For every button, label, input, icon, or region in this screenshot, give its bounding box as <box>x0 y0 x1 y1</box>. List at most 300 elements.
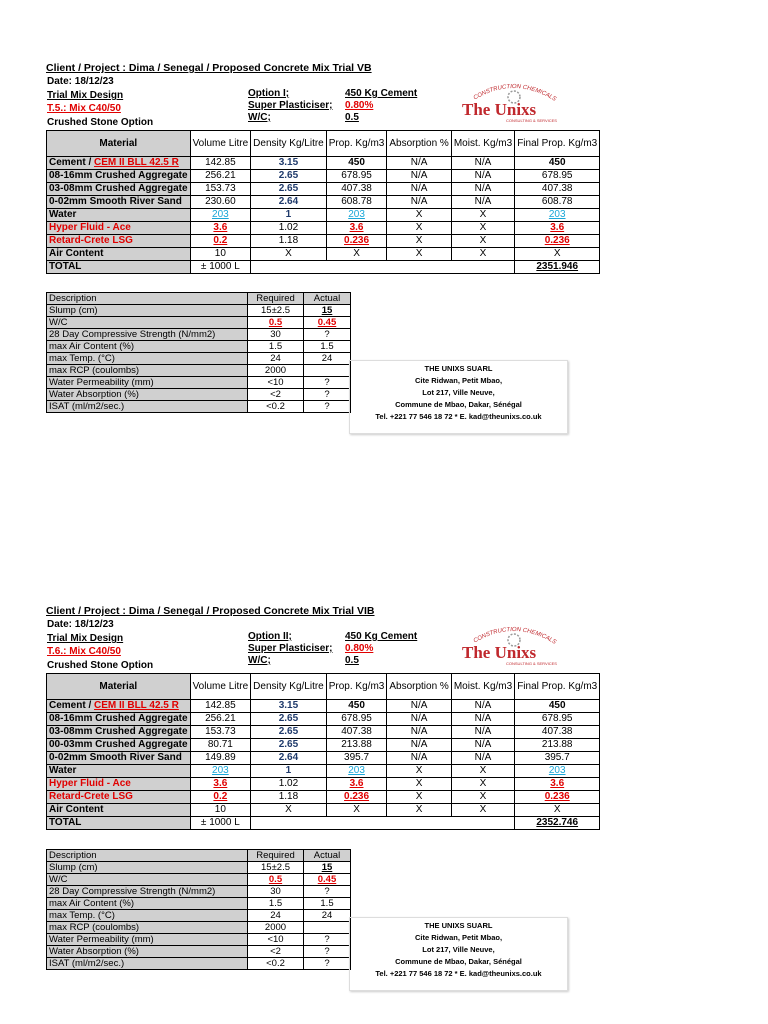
svg-text:The Unixs: The Unixs <box>462 100 537 119</box>
column-header: Density Kg/Litre <box>251 131 327 157</box>
address-line: Commune de Mbao, Dakar, Sénégal <box>395 957 522 966</box>
material-name: Water <box>47 765 191 778</box>
requirements-column-header: Required <box>248 850 304 862</box>
requirement-description: Water Permeability (mm) <box>47 377 248 389</box>
total-volume: ± 1000 L <box>190 261 251 274</box>
material-name: Retard-Crete LSG <box>47 791 191 804</box>
column-header: Final Prop. Kg/m3 <box>515 131 600 157</box>
address-line: Tel. +221 77 546 18 72 * E. kad@theunixs.co.uk <box>375 969 542 978</box>
requirement-required: 30 <box>248 886 304 898</box>
requirement-row <box>47 898 351 910</box>
address-line: Lot 217, Ville Neuve, <box>422 945 495 954</box>
absorption-cell: N/A <box>387 713 451 726</box>
density-cell: 1 <box>251 765 327 778</box>
company-address-box <box>349 917 568 991</box>
final-prop-cell: 678.95 <box>515 713 600 726</box>
absorption-cell: N/A <box>387 157 451 170</box>
material-row <box>47 700 600 713</box>
requirement-description: Water Permeability (mm) <box>47 934 248 946</box>
volume-cell: 142.85 <box>190 157 251 170</box>
material-name <box>47 700 191 713</box>
total-label: TOTAL <box>47 261 191 274</box>
requirement-required: <2 <box>248 946 304 958</box>
column-header: Prop. Kg/m3 <box>326 131 387 157</box>
moist-cell: N/A <box>451 700 514 713</box>
volume-cell: 203 <box>190 209 251 222</box>
prop-cell: 3.6 <box>326 222 387 235</box>
total-gap <box>251 261 515 274</box>
moist-cell: N/A <box>451 157 514 170</box>
requirement-required: 0.5 <box>248 874 304 886</box>
final-prop-cell: 407.38 <box>515 726 600 739</box>
column-header: Moist. Kg/m3 <box>451 131 514 157</box>
requirement-actual: ? <box>304 389 351 401</box>
requirement-required: 0.5 <box>248 317 304 329</box>
volume-cell: 256.21 <box>190 713 251 726</box>
column-header: Absorption % <box>387 674 451 700</box>
requirement-row <box>47 862 351 874</box>
requirements-column-header: Description <box>47 850 248 862</box>
requirement-row <box>47 353 351 365</box>
address-line: THE UNIXS SUARL <box>424 921 493 930</box>
mix-class-label: T.5.: Mix C40/50 <box>47 103 121 114</box>
address-line: Cite Ridwan, Petit Mbao, <box>414 376 503 385</box>
requirement-actual: 15 <box>304 862 351 874</box>
requirement-actual: ? <box>304 377 351 389</box>
absorption-cell: N/A <box>387 726 451 739</box>
volume-cell: 230.60 <box>190 196 251 209</box>
moist-cell: N/A <box>451 170 514 183</box>
requirement-required: 30 <box>248 329 304 341</box>
requirements-column-header: Description <box>47 293 248 305</box>
unixs-logo <box>458 618 568 672</box>
requirements-header-row <box>47 850 351 862</box>
moist-cell: X <box>451 222 514 235</box>
requirement-actual: 15 <box>304 305 351 317</box>
final-prop-cell: 450 <box>515 700 600 713</box>
moist-cell: N/A <box>451 752 514 765</box>
requirement-description: max RCP (coulombs) <box>47 365 248 377</box>
option-label: Super Plasticiser; <box>248 643 333 654</box>
requirement-required: 2000 <box>248 922 304 934</box>
final-prop-cell: 0.236 <box>515 235 600 248</box>
final-prop-cell: 678.95 <box>515 170 600 183</box>
option-value: 450 Kg Cement <box>345 88 418 99</box>
requirement-row <box>47 341 351 353</box>
moist-cell: N/A <box>451 713 514 726</box>
absorption-cell: N/A <box>387 752 451 765</box>
requirement-required: 1.5 <box>248 898 304 910</box>
material-name: 08-16mm Crushed Aggregate <box>47 713 191 726</box>
requirements-table <box>46 849 351 970</box>
requirement-actual: ? <box>304 958 351 970</box>
column-header: Material <box>47 131 191 157</box>
material-row <box>47 222 600 235</box>
absorption-cell: X <box>387 791 451 804</box>
requirements-column-header: Actual <box>304 293 351 305</box>
option-value: 0.80% <box>345 643 374 654</box>
density-cell: 1.02 <box>251 778 327 791</box>
volume-cell: 80.71 <box>190 739 251 752</box>
date-label: Date: 18/12/23 <box>47 76 114 87</box>
materials-header-row <box>47 131 600 157</box>
volume-cell: 153.73 <box>190 726 251 739</box>
prop-cell: 203 <box>326 765 387 778</box>
density-cell: 2.64 <box>251 196 327 209</box>
trial-mix-label: Trial Mix Design <box>47 633 124 644</box>
requirement-actual: 1.5 <box>304 898 351 910</box>
volume-cell: 0.2 <box>190 235 251 248</box>
material-row <box>47 248 600 261</box>
requirement-description: ISAT (ml/m2/sec.) <box>47 401 248 413</box>
moist-cell: X <box>451 765 514 778</box>
requirement-row <box>47 922 351 934</box>
requirement-required: 1.5 <box>248 341 304 353</box>
absorption-cell: N/A <box>387 196 451 209</box>
requirement-required: <2 <box>248 389 304 401</box>
final-prop-cell: 213.88 <box>515 739 600 752</box>
option-value: 450 Kg Cement <box>345 631 418 642</box>
density-cell: 2.65 <box>251 170 327 183</box>
absorption-cell: N/A <box>387 170 451 183</box>
option-value: 0.80% <box>345 100 374 111</box>
requirements-column-header: Required <box>248 293 304 305</box>
requirement-description: 28 Day Compressive Strength (N/mm2) <box>47 886 248 898</box>
requirement-actual: ? <box>304 329 351 341</box>
requirement-required: <0.2 <box>248 958 304 970</box>
material-name <box>47 157 191 170</box>
requirements-column-header: Actual <box>304 850 351 862</box>
density-cell: 1.18 <box>251 791 327 804</box>
option-row <box>246 112 421 124</box>
moist-cell: N/A <box>451 183 514 196</box>
material-row <box>47 726 600 739</box>
materials-table <box>46 130 600 274</box>
prop-cell: 395.7 <box>326 752 387 765</box>
cement-type: CEM II BLL 42.5 R <box>94 700 179 711</box>
requirement-row <box>47 317 351 329</box>
prop-cell: X <box>326 248 387 261</box>
material-name: 00-03mm Crushed Aggregate <box>47 739 191 752</box>
final-prop-cell: 3.6 <box>515 222 600 235</box>
material-name: 0-02mm Smooth River Sand <box>47 752 191 765</box>
density-cell: 2.65 <box>251 183 327 196</box>
requirement-row <box>47 389 351 401</box>
mix-option-table <box>246 88 421 124</box>
prop-cell: 213.88 <box>326 739 387 752</box>
date-label: Date: 18/12/23 <box>47 619 114 630</box>
column-header: Final Prop. Kg/m3 <box>515 674 600 700</box>
final-prop-cell: 450 <box>515 157 600 170</box>
option-row <box>246 631 421 643</box>
absorption-cell: X <box>387 235 451 248</box>
company-address-box <box>349 360 568 434</box>
project-title: Client / Project : Dima / Senegal / Proposed Concrete Mix Trial VB <box>46 62 372 74</box>
volume-cell: 10 <box>190 248 251 261</box>
prop-cell: 407.38 <box>326 183 387 196</box>
total-final: 2351.946 <box>515 261 600 274</box>
requirement-actual: ? <box>304 886 351 898</box>
column-header: Volume Litre <box>190 131 251 157</box>
density-cell: X <box>251 804 327 817</box>
volume-cell: 3.6 <box>190 222 251 235</box>
sheet-header <box>46 618 566 672</box>
material-row <box>47 765 600 778</box>
requirement-description: Water Absorption (%) <box>47 946 248 958</box>
mix-option-table <box>246 631 421 667</box>
requirement-description: max Temp. (°C) <box>47 353 248 365</box>
prop-cell: 203 <box>326 209 387 222</box>
requirement-description: ISAT (ml/m2/sec.) <box>47 958 248 970</box>
mix-class-label: T.6.: Mix C40/50 <box>47 646 121 657</box>
material-row <box>47 713 600 726</box>
absorption-cell: X <box>387 778 451 791</box>
address-line: Cite Ridwan, Petit Mbao, <box>414 933 503 942</box>
moist-cell: N/A <box>451 739 514 752</box>
density-cell: 2.64 <box>251 752 327 765</box>
material-name: 08-16mm Crushed Aggregate <box>47 170 191 183</box>
moist-cell: X <box>451 778 514 791</box>
material-row <box>47 739 600 752</box>
requirement-required: <10 <box>248 377 304 389</box>
requirement-actual: 0.45 <box>304 874 351 886</box>
volume-cell: 149.89 <box>190 752 251 765</box>
stone-option-label: Crushed Stone Option <box>47 660 154 671</box>
materials-header-row <box>47 674 600 700</box>
absorption-cell: X <box>387 209 451 222</box>
requirement-row <box>47 401 351 413</box>
svg-text:CONSTRUCTION CHEMICALS: CONSTRUCTION CHEMICALS <box>472 83 558 103</box>
final-prop-cell: 0.236 <box>515 791 600 804</box>
density-cell: 3.15 <box>251 157 327 170</box>
material-row <box>47 183 600 196</box>
density-cell: 2.65 <box>251 713 327 726</box>
requirement-row <box>47 365 351 377</box>
option-label: Option I; <box>248 88 290 99</box>
final-prop-cell: 203 <box>515 765 600 778</box>
mix-trial-sheet <box>46 62 598 421</box>
column-header: Prop. Kg/m3 <box>326 674 387 700</box>
address-line: Lot 217, Ville Neuve, <box>422 388 495 397</box>
prop-cell: 678.95 <box>326 170 387 183</box>
density-cell: 1.02 <box>251 222 327 235</box>
volume-cell: 0.2 <box>190 791 251 804</box>
absorption-cell: N/A <box>387 739 451 752</box>
requirement-actual: 0.45 <box>304 317 351 329</box>
svg-text:CONSULTING & SERVICES: CONSULTING & SERVICES <box>506 661 557 666</box>
density-cell: 2.65 <box>251 739 327 752</box>
prop-cell: 678.95 <box>326 713 387 726</box>
prop-cell: 0.236 <box>326 791 387 804</box>
absorption-cell: X <box>387 765 451 778</box>
density-cell: 3.15 <box>251 700 327 713</box>
requirement-row <box>47 377 351 389</box>
requirement-row <box>47 874 351 886</box>
requirement-required: 15±2.5 <box>248 862 304 874</box>
density-cell: X <box>251 248 327 261</box>
requirement-row <box>47 329 351 341</box>
prop-cell: 407.38 <box>326 726 387 739</box>
final-prop-cell: 608.78 <box>515 196 600 209</box>
volume-cell: 10 <box>190 804 251 817</box>
material-row <box>47 170 600 183</box>
prop-cell: 608.78 <box>326 196 387 209</box>
column-header: Material <box>47 674 191 700</box>
requirement-actual: ? <box>304 934 351 946</box>
option-label: W/C; <box>248 112 271 123</box>
requirement-required: <10 <box>248 934 304 946</box>
total-row <box>47 261 600 274</box>
material-name: Water <box>47 209 191 222</box>
total-label: TOTAL <box>47 817 191 830</box>
requirements-header-row <box>47 293 351 305</box>
requirement-actual: 1.5 <box>304 341 351 353</box>
svg-text:CONSTRUCTION CHEMICALS: CONSTRUCTION CHEMICALS <box>472 626 558 646</box>
requirement-actual <box>304 365 351 377</box>
sheet-header <box>46 75 566 129</box>
mix-trial-sheet <box>46 605 598 978</box>
material-row <box>47 752 600 765</box>
material-label: Cement / <box>49 700 95 711</box>
option-row <box>246 655 421 667</box>
absorption-cell: X <box>387 248 451 261</box>
final-prop-cell: X <box>515 248 600 261</box>
requirement-row <box>47 946 351 958</box>
material-name: 03-08mm Crushed Aggregate <box>47 183 191 196</box>
moist-cell: X <box>451 209 514 222</box>
final-prop-cell: 203 <box>515 209 600 222</box>
address-line: THE UNIXS SUARL <box>424 364 493 373</box>
requirement-description: Slump (cm) <box>47 305 248 317</box>
requirement-actual: ? <box>304 401 351 413</box>
requirement-description: Slump (cm) <box>47 862 248 874</box>
unixs-logo <box>458 75 568 129</box>
material-row <box>47 778 600 791</box>
density-cell: 1 <box>251 209 327 222</box>
material-name: Hyper Fluid - Ace <box>47 222 191 235</box>
column-header: Volume Litre <box>190 674 251 700</box>
requirement-description: W/C <box>47 874 248 886</box>
option-label: Option II; <box>248 631 292 642</box>
material-name: Air Content <box>47 804 191 817</box>
material-name: Hyper Fluid - Ace <box>47 778 191 791</box>
column-header: Moist. Kg/m3 <box>451 674 514 700</box>
material-row <box>47 157 600 170</box>
absorption-cell: N/A <box>387 183 451 196</box>
stone-option-label: Crushed Stone Option <box>47 117 154 128</box>
absorption-cell: N/A <box>387 700 451 713</box>
column-header: Density Kg/Litre <box>251 674 327 700</box>
requirement-description: max Air Content (%) <box>47 898 248 910</box>
volume-cell: 3.6 <box>190 778 251 791</box>
address-line: Tel. +221 77 546 18 72 * E. kad@theunixs.co.uk <box>375 412 542 421</box>
prop-cell: 450 <box>326 157 387 170</box>
final-prop-cell: 395.7 <box>515 752 600 765</box>
moist-cell: X <box>451 248 514 261</box>
requirement-description: max Temp. (°C) <box>47 910 248 922</box>
moist-cell: X <box>451 791 514 804</box>
prop-cell: 0.236 <box>326 235 387 248</box>
volume-cell: 142.85 <box>190 700 251 713</box>
total-volume: ± 1000 L <box>190 817 251 830</box>
requirement-required: <0.2 <box>248 401 304 413</box>
total-final: 2352.746 <box>515 817 600 830</box>
final-prop-cell: 3.6 <box>515 778 600 791</box>
prop-cell: 450 <box>326 700 387 713</box>
moist-cell: N/A <box>451 196 514 209</box>
material-name: Retard-Crete LSG <box>47 235 191 248</box>
final-prop-cell: 407.38 <box>515 183 600 196</box>
volume-cell: 153.73 <box>190 183 251 196</box>
column-header: Absorption % <box>387 131 451 157</box>
project-title: Client / Project : Dima / Senegal / Proposed Concrete Mix Trial VIB <box>46 605 375 617</box>
material-row <box>47 804 600 817</box>
requirement-row <box>47 958 351 970</box>
requirements-table <box>46 292 351 413</box>
requirement-description: 28 Day Compressive Strength (N/mm2) <box>47 329 248 341</box>
requirement-row <box>47 886 351 898</box>
prop-cell: 3.6 <box>326 778 387 791</box>
moist-cell: X <box>451 804 514 817</box>
material-name: 0-02mm Smooth River Sand <box>47 196 191 209</box>
requirement-required: 24 <box>248 910 304 922</box>
density-cell: 1.18 <box>251 235 327 248</box>
material-row <box>47 791 600 804</box>
material-row <box>47 209 600 222</box>
absorption-cell: X <box>387 222 451 235</box>
svg-text:The Unixs: The Unixs <box>462 643 537 662</box>
material-name: 03-08mm Crushed Aggregate <box>47 726 191 739</box>
absorption-cell: X <box>387 804 451 817</box>
total-row <box>47 817 600 830</box>
option-value: 0.5 <box>345 112 359 123</box>
requirement-row <box>47 934 351 946</box>
requirement-description: max RCP (coulombs) <box>47 922 248 934</box>
option-value: 0.5 <box>345 655 359 666</box>
final-prop-cell: X <box>515 804 600 817</box>
prop-cell: X <box>326 804 387 817</box>
requirement-actual <box>304 922 351 934</box>
density-cell: 2.65 <box>251 726 327 739</box>
requirement-required: 2000 <box>248 365 304 377</box>
requirement-actual: 24 <box>304 353 351 365</box>
requirement-required: 15±2.5 <box>248 305 304 317</box>
trial-mix-label: Trial Mix Design <box>47 90 124 101</box>
requirement-actual: ? <box>304 946 351 958</box>
option-label: Super Plasticiser; <box>248 100 333 111</box>
option-row <box>246 100 421 112</box>
requirement-required: 24 <box>248 353 304 365</box>
volume-cell: 256.21 <box>190 170 251 183</box>
materials-table <box>46 673 600 830</box>
volume-cell: 203 <box>190 765 251 778</box>
requirement-description: W/C <box>47 317 248 329</box>
material-row <box>47 196 600 209</box>
requirement-row <box>47 910 351 922</box>
svg-text:CONSULTING & SERVICES: CONSULTING & SERVICES <box>506 118 557 123</box>
requirement-description: max Air Content (%) <box>47 341 248 353</box>
requirement-actual: 24 <box>304 910 351 922</box>
total-gap <box>251 817 515 830</box>
material-row <box>47 235 600 248</box>
requirement-description: Water Absorption (%) <box>47 389 248 401</box>
option-row <box>246 643 421 655</box>
requirement-row <box>47 305 351 317</box>
material-label: Cement / <box>49 157 95 168</box>
option-row <box>246 88 421 100</box>
moist-cell: N/A <box>451 726 514 739</box>
option-label: W/C; <box>248 655 271 666</box>
